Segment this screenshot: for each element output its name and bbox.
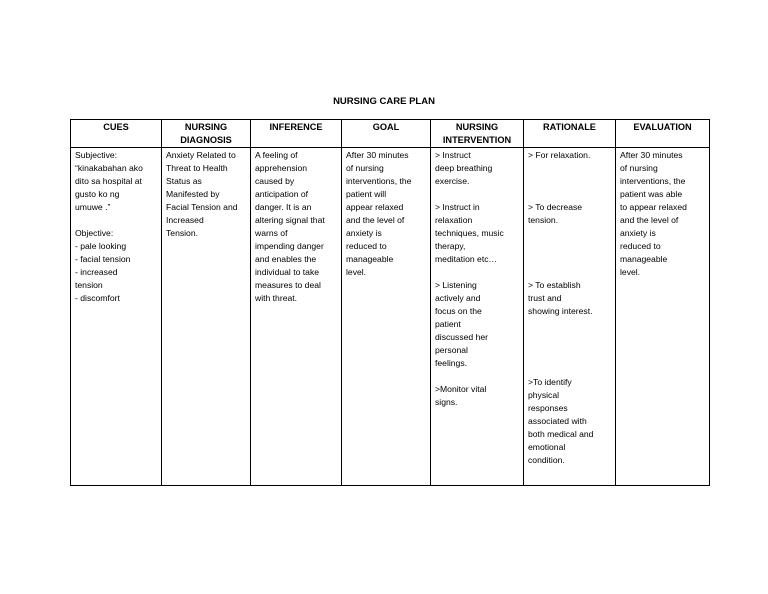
goal-cell — [342, 148, 431, 486]
intervention-item: > Instruct in relaxation techniques, music therapy, meditation etc… — [435, 202, 504, 264]
header-nursing-intervention: NURSING INTERVENTION — [431, 120, 524, 148]
diagnosis-text: Anxiety Related to Threat to Health Status as Manifested by Facial Tension and Increased Tension. — [166, 150, 238, 238]
rationale-item: > To establish trust and showing interest. — [528, 280, 593, 316]
evaluation-cell — [616, 148, 710, 486]
page-title: NURSING CARE PLAN — [333, 96, 435, 107]
rationale-cell — [524, 148, 616, 486]
cues-objective: Objective: - pale looking - facial tension - increased tension - discomfort — [75, 228, 131, 303]
header-cues: CUES — [71, 120, 162, 148]
header-goal: GOAL — [342, 120, 431, 148]
header-nursing-diagnosis: NURSING DIAGNOSIS — [162, 120, 251, 148]
intervention-item: > Instruct deep breathing exercise. — [435, 150, 493, 186]
diagnosis-cell — [162, 148, 251, 486]
header-evaluation: EVALUATION — [616, 120, 710, 148]
intervention-item: > Listening actively and focus on the patient discussed her personal feelings. — [435, 280, 489, 368]
nursing-care-plan-table — [70, 119, 710, 486]
goal-text: After 30 minutes of nursing interventions, the patient will appear relaxed and the level of anxiety is reduced to manageable level. — [346, 150, 412, 277]
table-row — [71, 148, 710, 486]
inference-cell — [251, 148, 342, 486]
header-rationale: RATIONALE — [524, 120, 616, 148]
intervention-item: >Monitor vital signs. — [435, 384, 487, 407]
evaluation-text: After 30 minutes of nursing interventions, the patient was able to appear relaxed and the level of anxiety is reduced to manageable level. — [620, 150, 687, 277]
rationale-item: > To decrease tension. — [528, 202, 583, 225]
rationale-item: > For relaxation. — [528, 150, 591, 160]
cues-cell — [71, 148, 162, 486]
header-row — [71, 120, 710, 148]
inference-text: A feeling of apprehension caused by anticipation of danger. It is an altering signal that warns of impending danger and enables the individual to take measures to deal with threat. — [255, 150, 325, 303]
intervention-cell — [431, 148, 524, 486]
rationale-item: >To identify physical responses associated with both medical and emotional condition. — [528, 377, 594, 465]
header-inference: INFERENCE — [251, 120, 342, 148]
cues-subjective: Subjective: “kinakabahan ako dito sa hospital at gusto ko ng umuwe .” — [75, 150, 143, 212]
